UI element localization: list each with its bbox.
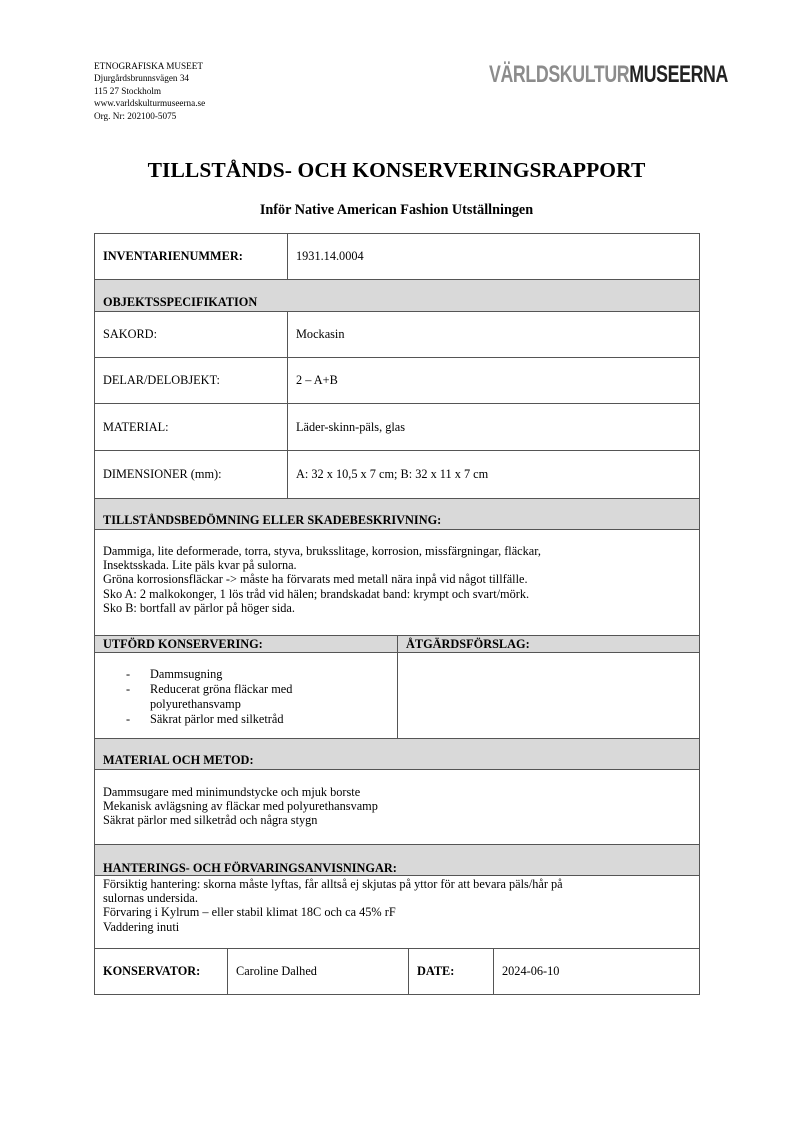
logo-part-1: VÄRLDSKULTUR bbox=[489, 61, 630, 88]
museum-website: www.varldskulturmuseerna.se bbox=[94, 98, 206, 109]
museum-logo bbox=[489, 60, 728, 90]
handling-line: Försiktig hantering: skorna måste lyftas, får alltså ej skjutas på yttor för att bevara päls/hår på bbox=[103, 877, 563, 891]
conservation-list bbox=[95, 653, 397, 727]
condition-line: Insektsskada. Lite päls kvar på sulorna. bbox=[103, 558, 297, 573]
proposal-heading: ÅTGÄRDSFÖRSLAG: bbox=[406, 637, 530, 651]
materials-method-heading: MATERIAL OCH METOD: bbox=[103, 753, 254, 767]
list-item: - Säkrat pärlor med silketråd bbox=[95, 712, 375, 727]
handling-heading: HANTERINGS- OCH FÖRVARINGSANVISNINGAR: bbox=[103, 861, 397, 875]
signature-row bbox=[94, 948, 700, 995]
proposal-body bbox=[397, 652, 700, 739]
spec-row-dimensioner bbox=[94, 450, 700, 499]
method-line: Dammsugare med minimundstycke och mjuk borste bbox=[103, 785, 361, 799]
museum-address-block bbox=[94, 60, 205, 122]
handling-line: sulornas undersida. bbox=[103, 891, 198, 906]
materials-method-header bbox=[94, 738, 700, 770]
list-item: - Dammsugning bbox=[95, 667, 375, 682]
museum-org-nr: Org. Nr: 202100-5075 bbox=[94, 110, 177, 121]
report-title: TILLSTÅNDS- OCH KONSERVERINGSRAPPORT bbox=[147, 158, 646, 182]
handling-line: Förvaring i Kylrum – eller stabil klimat 18C och ca 45% rF bbox=[103, 905, 396, 920]
conservation-body bbox=[94, 652, 700, 739]
logo-part-2: MUSEERNA bbox=[629, 61, 728, 88]
spec-label: DELAR/DELOBJEKT: bbox=[94, 357, 288, 404]
handling-body bbox=[94, 875, 700, 949]
museum-street: Djurgårdsbrunnsvägen 34 bbox=[94, 73, 190, 84]
condition-body bbox=[94, 529, 700, 636]
handling-line: Vaddering inuti bbox=[103, 919, 180, 934]
condition-line: Gröna korrosionsfläckar -> måste ha förvarats med metall nära inpå vid något tillfälle. bbox=[103, 572, 528, 587]
inventory-value: 1931.14.0004 bbox=[287, 233, 700, 280]
spec-value: Läder-skinn-päls, glas bbox=[287, 403, 700, 451]
method-line: Mekanisk avlägsning av fläckar med polyurethansvamp bbox=[103, 799, 378, 814]
report-table bbox=[94, 233, 700, 995]
list-item: - Reducerat gröna fläckar med polyurethansvamp bbox=[95, 682, 365, 712]
museum-postal: 115 27 Stockholm bbox=[94, 85, 162, 96]
object-spec-header bbox=[94, 279, 700, 312]
method-line: Säkrat pärlor med silketråd och några stygn bbox=[103, 813, 318, 828]
condition-line: Dammiga, lite deformerade, torra, styva, bruksslitage, korrosion, missfärgningar, fläckar, bbox=[103, 544, 541, 558]
spec-label: MATERIAL: bbox=[94, 403, 288, 451]
date-label: DATE: bbox=[408, 948, 494, 995]
object-spec-heading: OBJEKTSSPECIFIKATION bbox=[103, 295, 258, 309]
report-subtitle: Inför Native American Fashion Utställningen bbox=[259, 202, 534, 218]
spec-value: A: 32 x 10,5 x 7 cm; B: 32 x 11 x 7 cm bbox=[287, 450, 700, 499]
spec-label: DIMENSIONER (mm): bbox=[94, 450, 288, 499]
condition-header bbox=[94, 498, 700, 530]
conservation-header bbox=[94, 635, 700, 653]
conservation-heading: UTFÖRD KONSERVERING: bbox=[103, 637, 263, 651]
condition-line: Sko A: 2 malkokonger, 1 lös tråd vid hälen; brandskadat band: krympt och svart/mörk. bbox=[103, 586, 530, 601]
handling-header bbox=[94, 844, 700, 876]
condition-heading: TILLSTÅNDSBEDÖMNING ELLER SKADEBESKRIVNING: bbox=[103, 513, 442, 527]
spec-row-sakord bbox=[94, 311, 700, 358]
spec-value: 2 – A+B bbox=[287, 357, 700, 404]
museum-name: ETNOGRAFISKA MUSEET bbox=[94, 61, 203, 71]
spec-label: SAKORD: bbox=[94, 311, 288, 358]
materials-method-body bbox=[94, 769, 700, 845]
inventory-row bbox=[94, 233, 700, 280]
spec-row-delar bbox=[94, 357, 700, 404]
conservator-value: Caroline Dalhed bbox=[227, 948, 409, 995]
inventory-label: INVENTARIENUMMER: bbox=[94, 233, 288, 280]
date-value: 2024-06-10 bbox=[493, 948, 700, 995]
condition-line: Sko B: bortfall av pärlor på höger sida. bbox=[103, 600, 295, 615]
spec-row-material bbox=[94, 403, 700, 451]
spec-value: Mockasin bbox=[287, 311, 700, 358]
conservator-label: KONSERVATOR: bbox=[94, 948, 228, 995]
